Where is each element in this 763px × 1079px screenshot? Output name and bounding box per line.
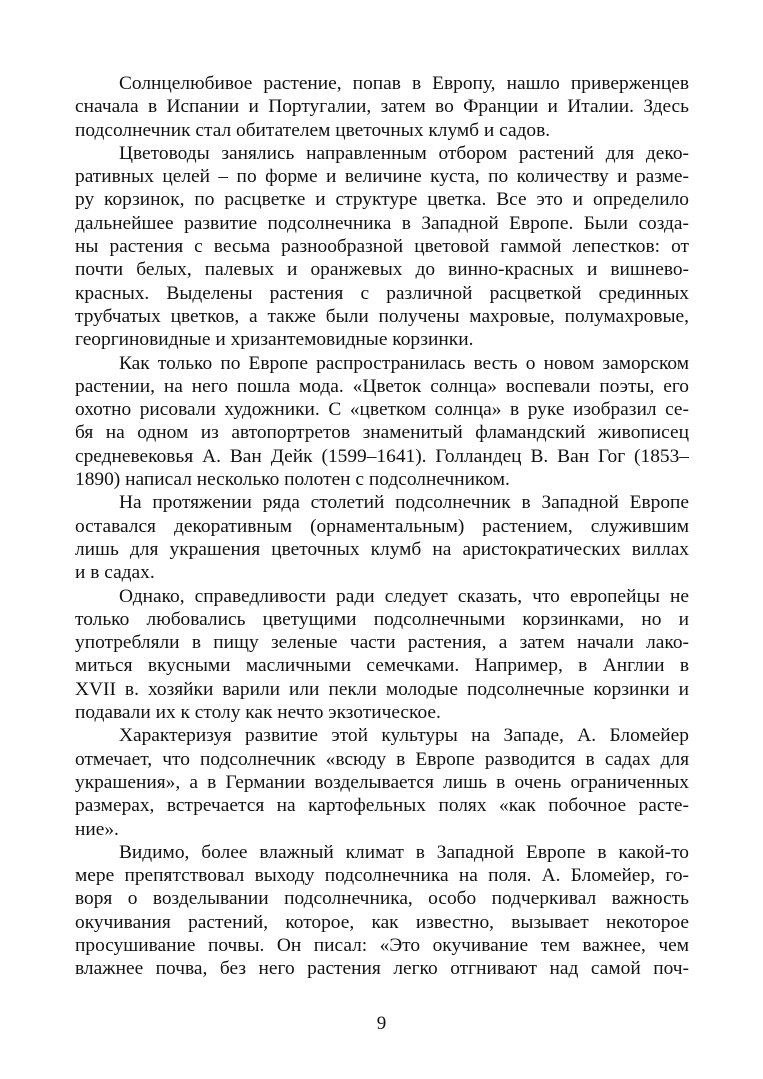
text-line: На протяжении ряда столетий подсолнечник в Западной Европе: [119, 492, 689, 514]
text-line: подавали их к столу как нечто экзотическое.: [75, 702, 441, 724]
text-line: дальнейшее развитие подсолнечника в Западной Европе. Были созда-: [75, 212, 689, 234]
paragraph: [75, 352, 689, 492]
text-line: размерах, встречается на картофельных полях «как побочное расте-: [75, 795, 689, 817]
text-line: оставался декоративным (орнаментальным) растением, служившим: [75, 515, 689, 537]
text-line: бя на одном из автопортретов знаменитый фламандский живописец: [75, 422, 689, 444]
text-line: Солнцелюбивое растение, попав в Европу, нашло приверженцев: [119, 73, 689, 94]
text-line: воря о возделывании подсолнечника, особо подчеркивал важность: [75, 888, 689, 910]
text-line: отмечает, что подсолнечник «всюду в Европе разводится в садах для: [75, 748, 689, 770]
text-line: георгиновидные и хризантемовидные корзинки.: [75, 329, 474, 351]
paragraph: [75, 142, 689, 352]
text-line: ны растения с весьма разнообразной цветовой гаммой лепестков: от: [75, 236, 689, 258]
page-body: [75, 72, 689, 981]
paragraph: [75, 724, 689, 840]
text-line: лишь для украшения цветочных клумб на аристократических виллах: [75, 538, 689, 560]
text-line: миться вкусными масличными семечками. Например, в Англии в: [75, 655, 689, 677]
text-line: Характеризуя развитие этой культуры на Западе, А. Бломейер: [119, 725, 689, 747]
text-line: ративных целей – по форме и величине куста, по количеству и разме-: [75, 166, 689, 188]
text-line: подсолнечник стал обитателем цветочных клумб и садов.: [75, 119, 551, 141]
text-line: XVII в. хозяйки варили или пекли молодые подсолнечные корзинки и: [75, 678, 689, 700]
text-line: украшения», а в Германии возделывается лишь в очень ограниченных: [75, 771, 689, 793]
text-line: Как только по Европе распространилась весть о новом заморском: [119, 352, 689, 374]
text-line: ние».: [75, 818, 119, 840]
text-line: мере препятствовал выходу подсолнечника на поля. А. Бломейер, го-: [75, 865, 689, 887]
text-line: трубчатых цветков, а также были получены махровые, полумахровые,: [75, 305, 689, 327]
text-line: растении, на него пошла мода. «Цветок солнца» воспевали поэты, его: [75, 375, 689, 397]
text-line: просушивание почвы. Он писал: «Это окучивание тем важнее, чем: [75, 934, 689, 956]
text-line: только любовались цветущими подсолнечными корзинками, но и: [75, 608, 689, 630]
page-number: 9: [376, 1013, 387, 1034]
paragraph: [75, 72, 689, 142]
text-line: средневековья А. Ван Дейк (1599–1641). Голландец В. Ван Гог (1853–: [75, 445, 689, 467]
paragraph: [75, 585, 689, 725]
text-line: и в садах.: [75, 562, 155, 584]
paragraph: [75, 491, 689, 584]
paragraph: [75, 841, 689, 981]
text-line: влажнее почва, без него растения легко отгнивают над самой поч-: [75, 958, 689, 980]
text-line: употребляли в пищу зеленые части растения, а затем начали лако-: [75, 632, 689, 654]
text-line: почти белых, палевых и оранжевых до винно-красных и вишнево-: [75, 259, 689, 281]
text-line: 1890) написал несколько полотен с подсолнечником.: [75, 469, 510, 491]
text-line: охотно рисовали художники. С «цветком солнца» в руке изобразил се-: [75, 399, 689, 421]
text-line: ру корзинок, по расцветке и структуре цветка. Все это и определило: [75, 189, 689, 211]
text-line: красных. Выделены растения с различной расцветкой срединных: [75, 282, 689, 304]
text-line: сначала в Испании и Португалии, затем во Франции и Италии. Здесь: [75, 96, 689, 118]
text-line: окучивания растений, которое, как известно, вызывает некоторое: [75, 911, 689, 933]
text-line: Цветоводы занялись направленным отбором растений для деко-: [119, 142, 689, 164]
text-line: Видимо, более влажный климат в Западной Европе в какой-то: [119, 841, 689, 863]
text-line: Однако, справедливости ради следует сказать, что европейцы не: [119, 585, 689, 607]
